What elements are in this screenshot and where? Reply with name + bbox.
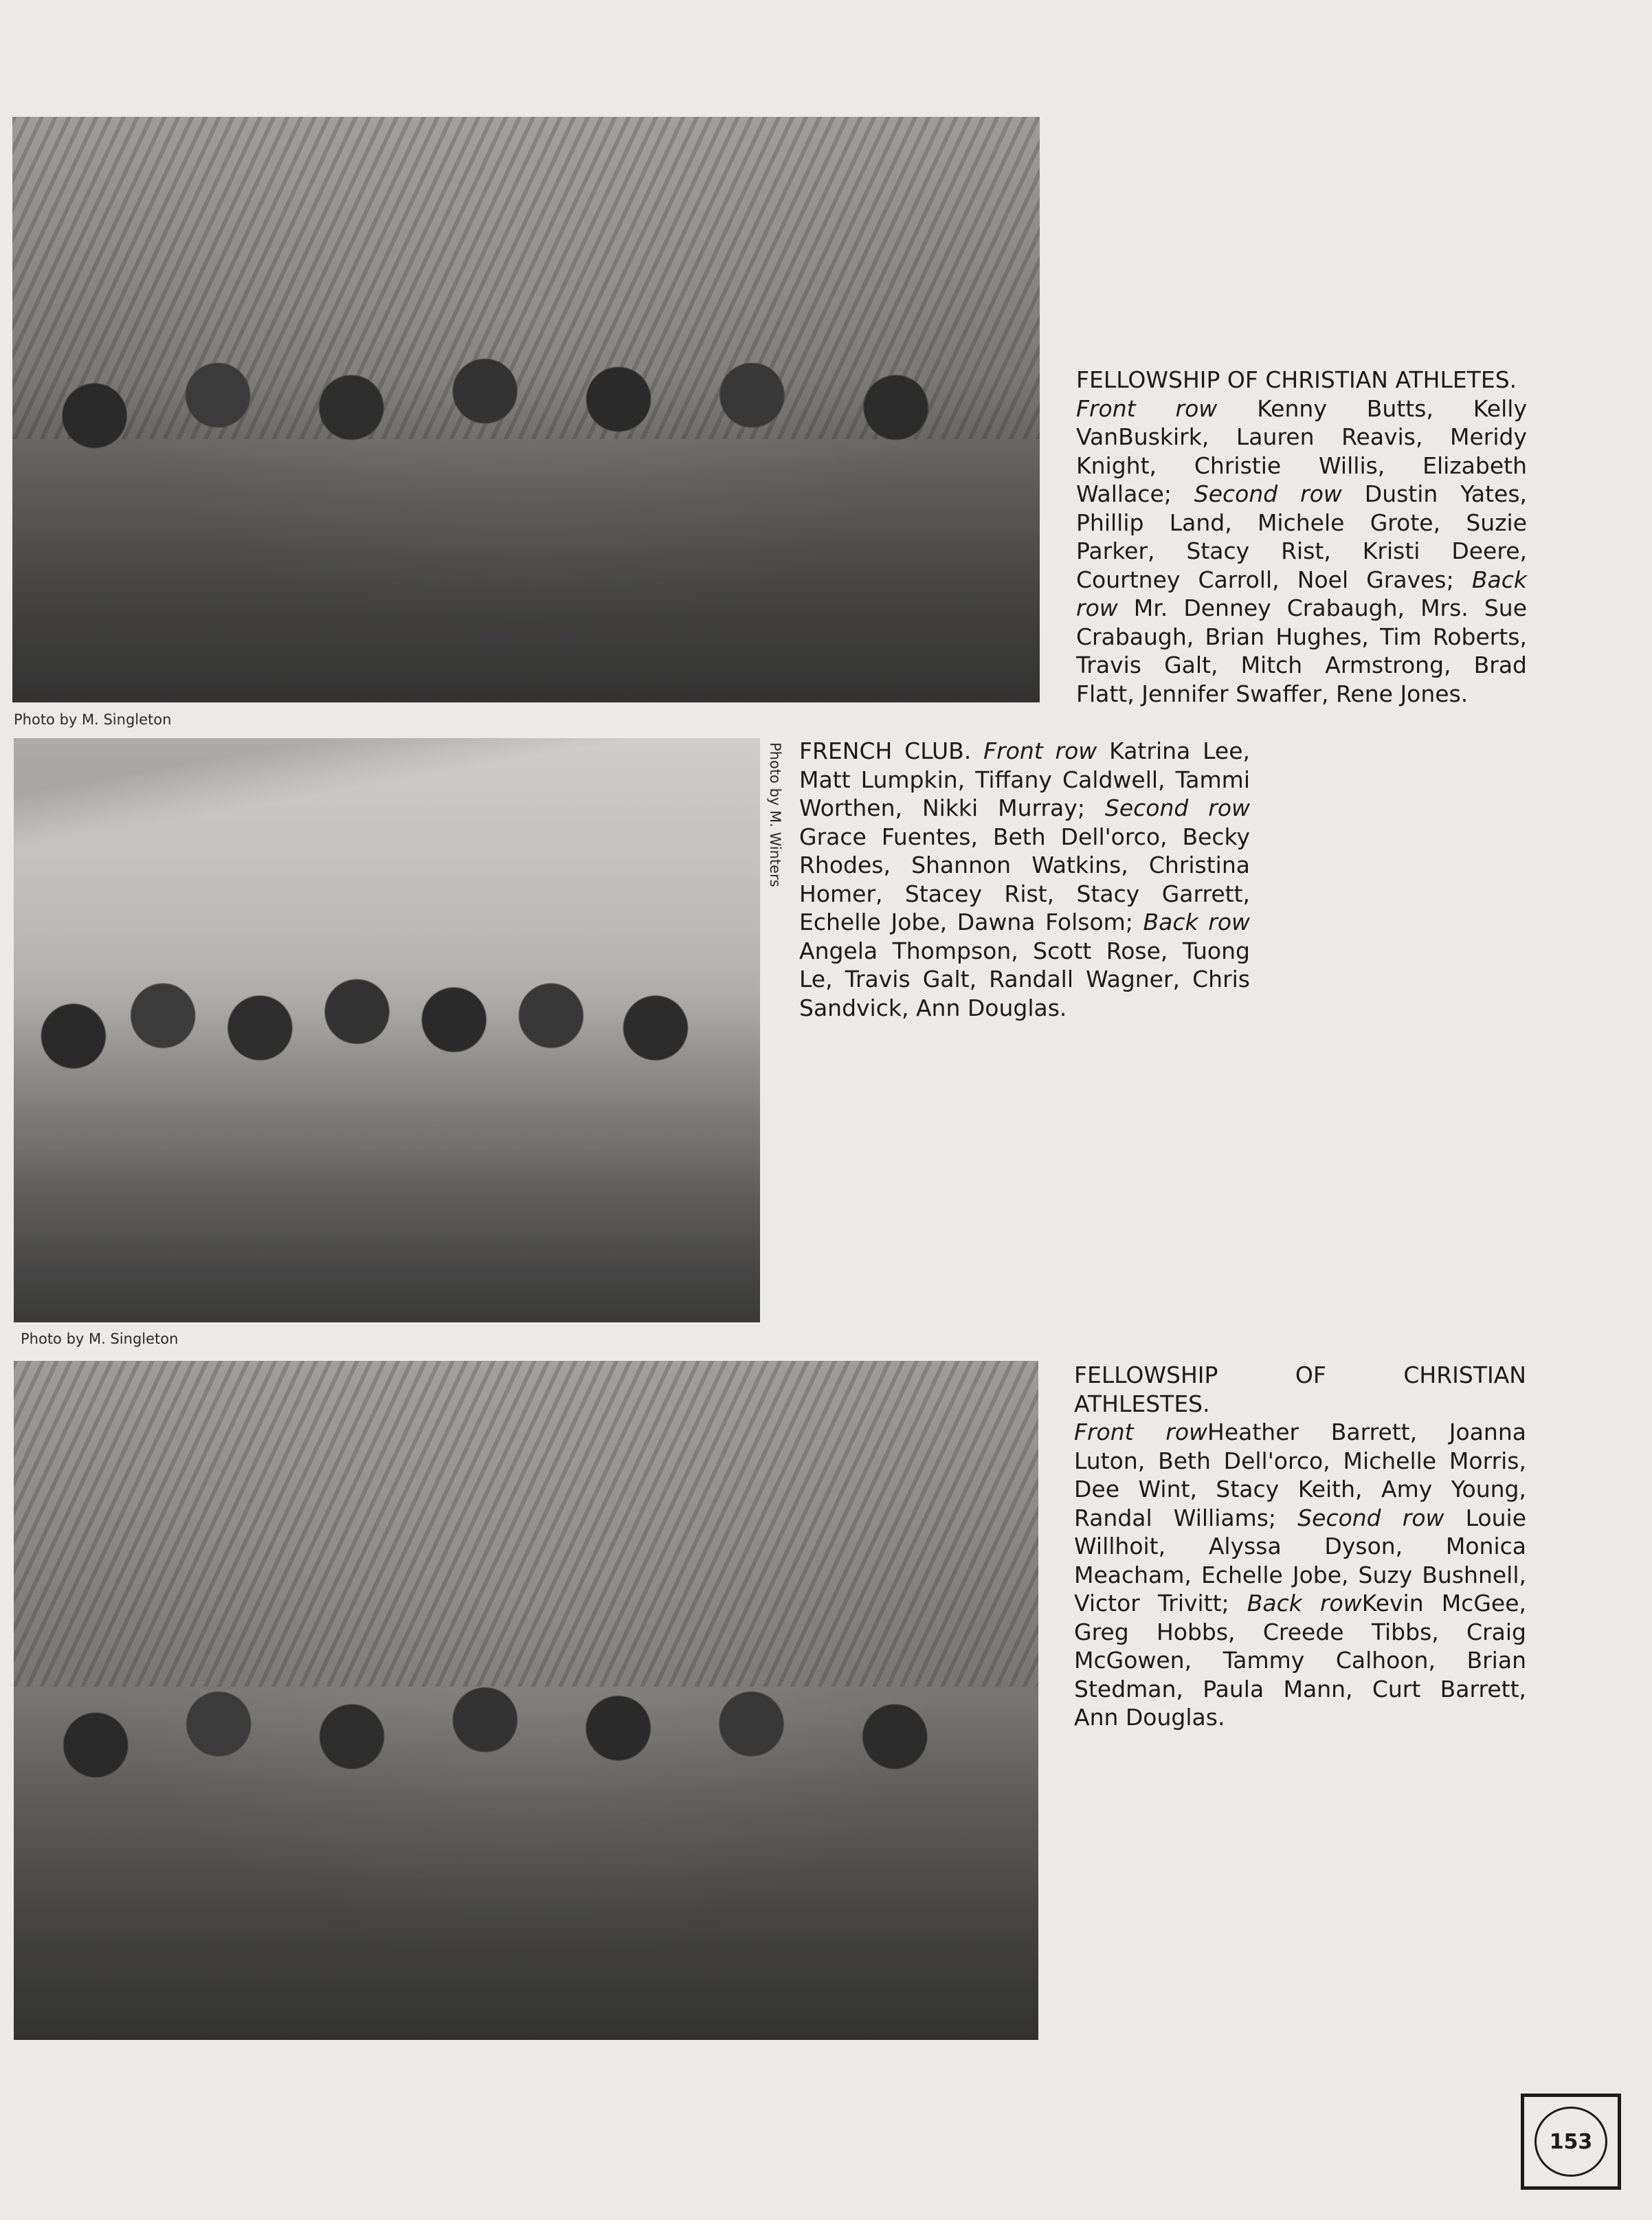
photo-credit-side: Photo by M. Winters (767, 742, 783, 887)
row-names-second: Grace Fuentes, Beth Dell'orco, Becky Rhodes, Shannon Watkins, Christina Homer, Stacey Rist, Stacy Garrett, Echelle Jobe, Dawna Folsom; (799, 823, 1250, 935)
row-label-back: Back row (1076, 566, 1527, 621)
students-group (12, 293, 1040, 702)
row-label-front: Front row (1074, 1419, 1208, 1445)
fca-group-photo-2 (14, 1361, 1038, 2040)
fca-group-photo-1 (12, 117, 1040, 702)
row-names-front: Kenny Butts, Kelly VanBuskirk, Lauren Reavis, Meridy Knight, Christie Willis, Elizabeth Wallace; (1076, 395, 1527, 507)
students-group (14, 913, 760, 1322)
page-number-box (1521, 2094, 1621, 2190)
page-number: 153 (1534, 2107, 1607, 2177)
caption-fca-1 (1076, 366, 1527, 708)
row-names-back: Mr. Denney Crabaugh, Mrs. Sue Crabaugh, Brian Hughes, Tim Roberts, Travis Galt, Mitch Armstrong, Brad Flatt, Jennifer Swaffer, Rene Jones. (1076, 595, 1527, 707)
row-label-back: Back row (1143, 909, 1251, 935)
photo-credit-1: Photo by M. Singleton (14, 711, 172, 728)
row-names-front: Katrina Lee, Matt Lumpkin, Tiffany Caldwell, Tammi Worthen, Nikki Murray; (799, 737, 1250, 821)
row-label-second: Second row (1194, 480, 1342, 507)
row-label-front: Front row (983, 737, 1097, 764)
caption-fca-2 (1074, 1361, 1526, 1732)
row-label-second: Second row (1297, 1504, 1444, 1531)
caption-title: FELLOWSHIP OF CHRISTIAN ATHLESTES. (1074, 1362, 1526, 1417)
row-label-back: Back row (1247, 1590, 1362, 1617)
french-club-photo (14, 738, 760, 1322)
alligator-decoration (14, 738, 760, 885)
caption-french-club (799, 737, 1250, 1022)
row-label-second: Second row (1104, 795, 1250, 821)
row-names-second: Dustin Yates, Phillip Land, Michele Grote, Suzie Parker, Stacy Rist, Kristi Deere, Courtney Carroll, Noel Graves; (1076, 480, 1528, 593)
students-group (14, 1619, 1038, 2040)
row-names-front: Heather Barrett, Joanna Luton, Beth Dell'orco, Michelle Morris, Dee Wint, Stacy Keith, Amy Young, Randal Williams; (1074, 1419, 1526, 1531)
caption-title: FRENCH CLUB. (799, 737, 972, 764)
row-names-back: Kevin McGee, Greg Hobbs, Creede Tibbs, Craig McGowen, Tammy Calhoon, Brian Stedman, Paula Mann, Curt Barrett, Ann Douglas. (1074, 1590, 1526, 1731)
row-names-back: Angela Thompson, Scott Rose, Tuong Le, Travis Galt, Randall Wagner, Chris Sandvick, Ann Douglas. (799, 937, 1250, 1021)
row-label-front: Front row (1076, 395, 1218, 422)
row-names-second: Louie Willhoit, Alyssa Dyson, Monica Meacham, Echelle Jobe, Suzy Bushnell, Victor Trivitt; (1074, 1504, 1526, 1617)
caption-title: FELLOWSHIP OF CHRISTIAN ATHLETES. (1076, 366, 1517, 393)
photo-credit-2: Photo by M. Singleton (21, 1331, 179, 1347)
